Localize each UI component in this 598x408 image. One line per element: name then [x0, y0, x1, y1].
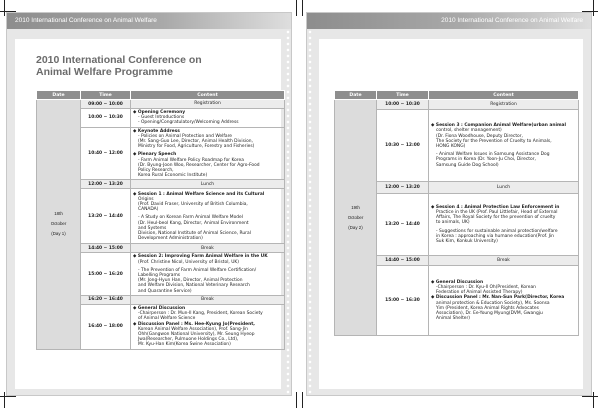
content-line: The Society for the Prevention of Cruelty to Animals, [436, 138, 552, 144]
session-content [429, 100, 579, 110]
session-content [131, 180, 285, 189]
schedule-row [335, 100, 579, 110]
content-line: -Chairperson : Dr. Mun-Il Kang, President, Korean Society [138, 311, 263, 317]
content-line: Development Administration) [138, 236, 203, 242]
content-line: ◆ Session 3 : Companion Animal Welfare(urban animal [431, 123, 567, 129]
content-line: Korean Animal Welfare Association), Prof. Sang-Jin [138, 326, 248, 332]
content-line: and Systems [138, 225, 167, 231]
content-line: ◆ Discussion Panel : Ms. Hee-Kyung Jo(President, [133, 321, 255, 327]
content-line: Yim (President, Korea Animal Rights Advocates [436, 305, 539, 311]
schedule-table-day2 [334, 90, 579, 336]
content-line: Break [497, 257, 510, 263]
crop-mark [593, 392, 594, 408]
day-label [37, 100, 81, 350]
session-content [131, 244, 285, 253]
column-header-content: Content [429, 91, 579, 100]
session-time: 14:40 ~ 15:00 [377, 256, 429, 266]
content-line: - Opening/Congratulatory/Welcoming Address [138, 120, 239, 126]
session-content [131, 295, 285, 304]
content-line: Division, National Institute of Animal Science, Rural [138, 230, 251, 236]
content-line: -Chairperson : Dr. Kyu-Il Oh(President, Korean [436, 284, 536, 290]
content-line: ◆ Session 4 : Animal Protection Law Enforcement in [431, 204, 560, 210]
session-content [131, 253, 285, 295]
content-line: in Korea : approaching via humane education(Prof. Jin [436, 233, 554, 239]
content-line: ◆ Plenary Speech [133, 152, 177, 158]
content-line: (Prof. Christine Nicol, University of Bristol, UK) [138, 259, 240, 265]
session-content [429, 194, 579, 256]
content-line: (Dr. Fiona Woodhouse, Deputy Director, [436, 133, 523, 139]
column-header-content: Content [131, 91, 285, 100]
content-line: to animals, UK) [436, 220, 470, 226]
content-line: Break [201, 245, 214, 251]
content-line: Korea Rural Economic Institute) [138, 173, 208, 179]
content-line: and Quarantine Service) [138, 288, 192, 294]
content-line: Lunch [496, 184, 511, 190]
content-line: ◆ Discussion Panel : Mr. Nan-Sun Park(Director, Korea [431, 295, 565, 301]
content-line: (Prof. David Fraser, University of British Columbia, [138, 201, 248, 207]
session-content [131, 100, 285, 109]
title-line: Animal Welfare Programme [36, 66, 173, 78]
content-line: ◆ General Discussion [133, 306, 186, 312]
session-time: 13:20 ~ 14:40 [81, 189, 131, 244]
content-line: Labelling Programs [138, 273, 181, 279]
day-label-line: 18th [54, 211, 63, 217]
crop-mark [4, 392, 5, 408]
content-line: Association), Dr. Ee-Young Myung(DVM, Gwangju [436, 310, 543, 316]
content-line: Ohh(Gangwon National University), Mr. Seung Hyeop [138, 332, 255, 338]
session-time: 15:00 ~ 16:30 [377, 266, 429, 336]
session-content [429, 182, 579, 194]
content-line: (Mr. Sang-Guo Lee, Director, Animal Health Division, [138, 139, 253, 145]
content-line: Registration [490, 101, 517, 107]
session-time: 09:00 ~ 10:00 [81, 100, 131, 109]
content-line: - Farm Animal Welfare Policy Roadmap for Korea [138, 157, 244, 163]
crop-mark [4, 0, 5, 16]
schedule-table-day1 [36, 90, 285, 350]
day-label-line: October [50, 221, 67, 227]
content-line: - Animal Welfare Issues in Samsung Assistance Dog [436, 152, 550, 158]
session-time: 16:20 ~ 16:40 [81, 295, 131, 304]
content-line: (Mr. Jong-Hyun Han, Director, Animal Protection [138, 278, 243, 284]
session-time: 13:20 ~ 14:40 [377, 194, 429, 256]
content-line: Break [201, 297, 214, 303]
content-line: (Dr. Heul-beol Kang, Director, Animal Environment [138, 220, 249, 226]
stitch-border [307, 29, 313, 395]
day-label-line: October [347, 214, 364, 220]
session-content [429, 256, 579, 266]
content-line: Registration [194, 101, 221, 107]
content-line: Affairs, The Royal Society for the prevention of cruelty [436, 215, 556, 221]
session-content [131, 304, 285, 349]
content-line: Programs in Korea (Dr. Yoon-Ju Choi, Director, [436, 157, 536, 163]
content-line: ◆ Session 1 : Animal Welfare Science and its Cultural [133, 191, 265, 197]
content-line: ◆ Opening Ceremony [133, 110, 186, 115]
content-line: (Dr. Byung-Joon Woo, Researcher, Center for Agro-Food [138, 162, 260, 168]
crop-mark [302, 392, 303, 408]
content-line: Federation of Animal Assisted Therapy) [436, 290, 523, 296]
session-time: 12:00 ~ 13:20 [377, 182, 429, 194]
column-header-date: Date [335, 91, 377, 100]
content-line: - The Prevention of Farm Animal Welfare Certification/ [138, 267, 257, 273]
session-time: 10:00 ~ 10:30 [81, 109, 131, 128]
content-line: - Policies on Animal Protection and Welfare [138, 133, 232, 139]
content-line: Lunch [200, 181, 215, 187]
day-label-line: (Day 1) [51, 231, 66, 237]
programme-title [36, 54, 202, 78]
content-line: Samsung Guide Dog School) [436, 162, 499, 168]
content-line: Animal Shelter) [436, 316, 471, 322]
content-line: Ministry for Food, Agriculture, Forestry and Fisheries) [138, 144, 255, 150]
content-line: Practice in the UK (Prof. Paul Littlefair, Head of External [436, 209, 558, 215]
session-content [131, 127, 285, 180]
session-content [429, 110, 579, 182]
content-line: and Welfare Division, National Veterinary Research [138, 283, 250, 289]
title-line: 2010 International Conference on [36, 54, 202, 66]
session-time: 14:40 ~ 15:00 [81, 244, 131, 253]
crop-mark [296, 392, 297, 408]
crop-mark [296, 0, 297, 16]
session-content [131, 189, 285, 244]
crop-mark [593, 0, 594, 16]
page-header: 2010 International Conference on Animal Welfare [307, 13, 591, 29]
content-line: Mr. Kyu-Han Kim(Korea Swine Association) [138, 342, 231, 348]
content-line: ◆ Keynote Address [133, 128, 180, 134]
session-time: 10:30 ~ 12:00 [377, 110, 429, 182]
content-line: Jwa(Researcher, Pulmuone Holdings Co., Ltd), [138, 337, 239, 343]
session-time: 15:00 ~ 16:20 [81, 253, 131, 295]
crop-mark [582, 396, 598, 397]
content-line: ◆ General Discussion [431, 279, 484, 285]
content-line: animal protection & Education Society), Ms. Soonsa [436, 300, 550, 306]
column-header-time: Time [377, 91, 429, 100]
session-time: 10:00 ~ 10:30 [377, 100, 429, 110]
content-line: - Suggestions for sustainable animal protection/welfare [436, 228, 558, 234]
session-time: 10:40 ~ 12:00 [81, 127, 131, 180]
crop-mark [0, 396, 16, 397]
crop-mark [302, 0, 303, 16]
content-line: - A Study on Korean Farm Animal Welfare Model [138, 215, 243, 221]
content-line: CANADA) [138, 207, 159, 213]
session-content [131, 109, 285, 128]
session-content [429, 266, 579, 336]
session-time: 12:00 ~ 13:20 [81, 180, 131, 189]
content-line: Origins [138, 196, 154, 202]
schedule-row [37, 100, 285, 109]
column-header-time: Time [81, 91, 131, 100]
content-line: ◆ Session 2: Improving Farm Animal Welfare in the UK [133, 254, 268, 260]
day-label [335, 100, 377, 336]
session-time: 16:40 ~ 18:00 [81, 304, 131, 349]
content-line: control, shelter management) [436, 128, 502, 134]
column-header-date: Date [37, 91, 81, 100]
day-label-line: 19th [351, 204, 360, 210]
content-line: - Guest Introductions [138, 115, 185, 121]
page-header: 2010 International Conference on Animal Welfare [7, 13, 291, 29]
content-line: HONG KONG) [436, 144, 466, 149]
content-line: Suk Kim, Konkuk University) [436, 239, 498, 244]
content-line: of Animal Welfare Science [138, 316, 196, 322]
stitch-border [285, 29, 291, 395]
content-line: Policy Research, [138, 168, 174, 174]
day-label-line: (Day 2) [348, 224, 363, 230]
